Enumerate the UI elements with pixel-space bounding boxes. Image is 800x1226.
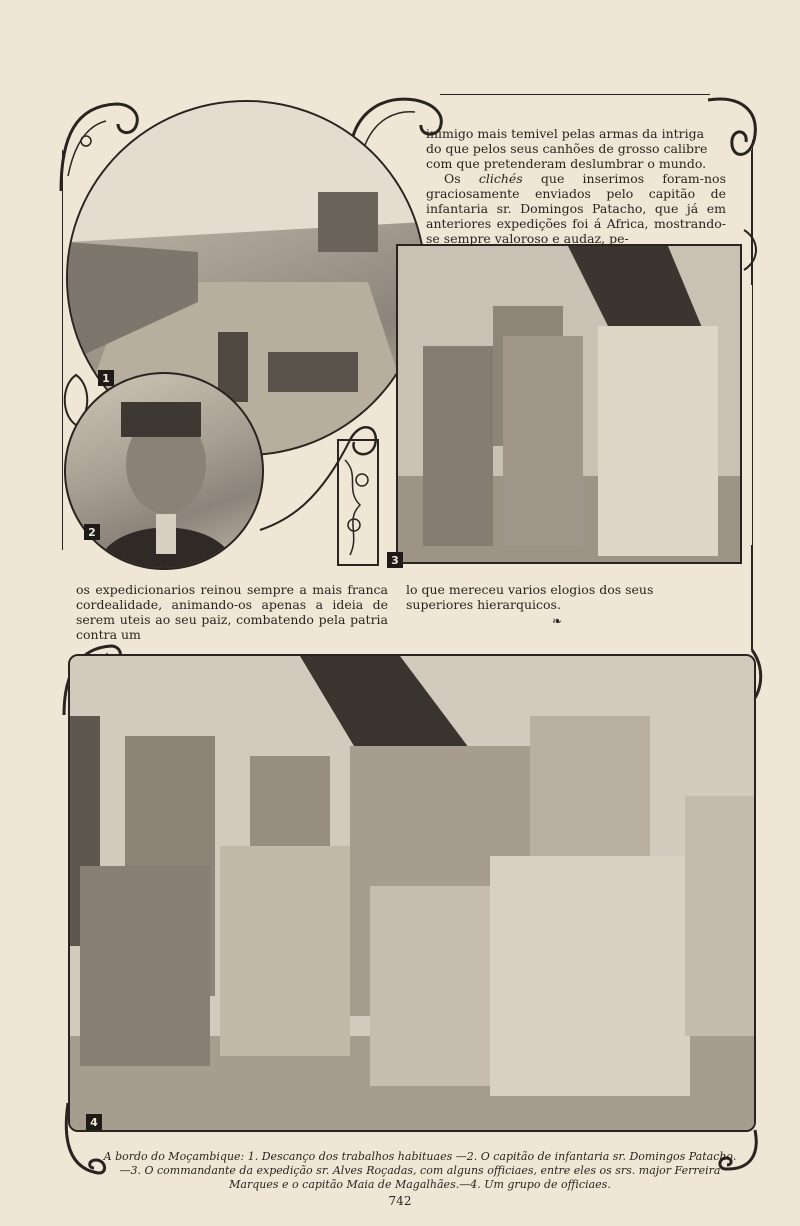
text-paragraph: [426, 171, 726, 246]
paragraph-prefix: Os: [444, 171, 479, 186]
photo-caption: [100, 1150, 740, 1192]
photo-number-2: 2: [84, 524, 100, 540]
page-number: 742: [388, 1194, 412, 1208]
photo-group-officers: [68, 654, 756, 1132]
left-frame-line: [62, 150, 63, 550]
text-line-1: inimigo mais temivel pelas armas da intriga: [426, 126, 705, 141]
photo-capitao-portrait: [64, 372, 264, 570]
dingbat-icon: ❧: [552, 614, 563, 628]
caption-body: 1. Descanço dos trabalhos habituaes —2. O capitão de infantaria sr. Domingos Patacho.—3. O commandante da expedição sr. Alves Roçadas, com alguns officiaes, entre eles os srs. major Ferreira Marques e o capitão Maia de Magalhães.—4. Um grupo de officiaes.: [119, 1150, 737, 1191]
top-frame-line: [440, 94, 710, 95]
officers-group-illustration: [398, 246, 740, 562]
large-group-illustration: [70, 656, 754, 1130]
photo-commandante-officers: [396, 244, 742, 564]
paragraph-rest: que inserimos foram-nos graciosamente enviados pelo capitão de infantaria sr. Domingos Patacho, que já em anteriores expedições foi á Africa, mostrando-se sempre valoroso e audaz, pe-: [426, 171, 726, 246]
photo-number-4: 4: [86, 1114, 102, 1130]
caption-lead: A bordo do Moçambique:: [103, 1150, 245, 1163]
top-article-text: [426, 126, 726, 246]
photo-number-1: 1: [98, 370, 114, 386]
photo-number-3: 3: [387, 552, 403, 568]
text-line-2: do que pelos seus canhões de grosso calibre: [426, 141, 708, 156]
mid-text-right: lo que mereceu varios elogios dos seus superiores hierarquicos.: [406, 582, 654, 612]
text-line-3: com que pretenderam deslumbrar o mundo.: [426, 156, 707, 171]
mid-text-left: os expedicionarios reinou sempre a mais franca cordealidade, animando-os apenas a ideia de serem uteis ao seu paiz, combatendo pela patria contra um: [76, 582, 388, 642]
paragraph-emphasis: clichés: [478, 171, 523, 186]
